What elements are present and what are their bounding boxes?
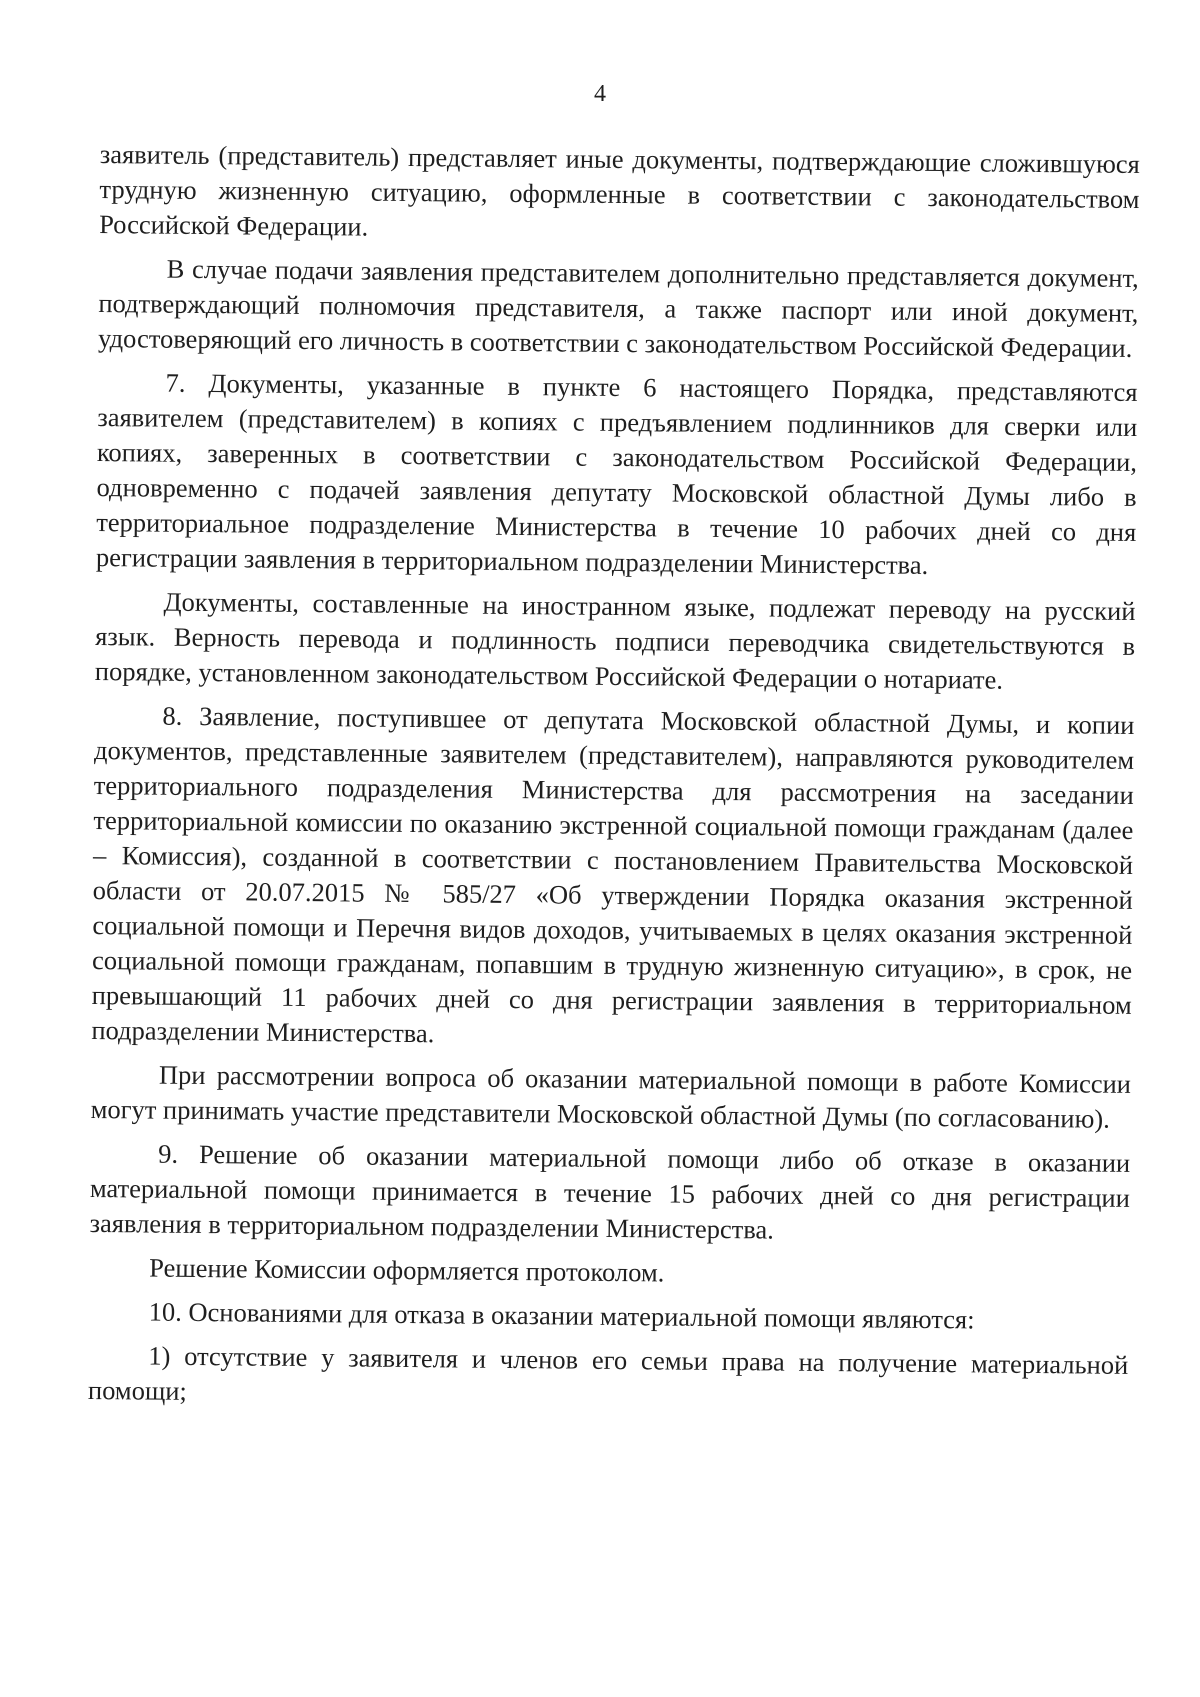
page-number: 4 (594, 81, 606, 107)
paragraph-foreign-documents: Документы, составленные на иностранном языке, подлежат переводу на русский язык. Верность перевода и подлинность подписи переводчика свидетельствуются в порядке, установленном законодательством Российской Федерации о нотариате. (94, 586, 1136, 695)
paragraph-2: В случае подачи заявления представителем дополнительно представляется документ, подтверждающий полномочия представителя, а также паспорт или иной документ, удостоверяющий его личность в соответствии с законодательством Российской Федерации. (97, 253, 1139, 363)
paragraph-commission-participation: При рассмотрении вопроса об оказании материальной помощи в работе Комиссии могут принимать участие представители Московской областной Думы (по согласованию). (90, 1059, 1132, 1134)
paragraph-10: 10. Основаниями для отказа в оказании материальной помощи являются: (148, 1296, 975, 1335)
paragraph-1: заявитель (представитель) представляет иные документы, подтверждающие сложившуюся трудную жизненную ситуацию, оформленные в соответствии с законодательством Российской Федерации. (99, 138, 1140, 242)
paragraph-9: 9. Решение об оказании материальной помощи либо об отказе в оказании материальной помощи принимается в течение 15 рабочих дней со дня регистрации заявления в территориальном подразделении Министерства. (89, 1138, 1131, 1245)
paragraph-7: 7. Документы, указанные в пункте 6 настоящего Порядка, представляются заявителем (представителем) в копиях с предъявлением подлинников для сверки или копиях, заверенных в соответствии с законодательством Российской Федерации, одновременно с подачей заявления депутату Московской областной Думы либо в территориальное подразделение Министерства в течение 10 рабочих дней со дня регистрации заявления в территориальном подразделении Министерства. (95, 367, 1138, 580)
paragraph-protocol: Решение Комиссии оформляется протоколом. (149, 1252, 665, 1288)
document-body (88, 137, 1140, 1427)
paragraph-10-item-1: 1) отсутствие у заявителя и членов его семьи права на получение материальной помощи; (87, 1340, 1129, 1406)
paragraph-8: 8. Заявление, поступившее от депутата Московской областной Думы, и копии документов, представленные заявителем (представителем), направляются руководителем территориального подразделения Министерства для рассмотрения на заседании территориальной комиссии по оказанию экстренной социальной помощи гражданам (далее – Комиссия), созданной в соответствии с постановлением Правительства Московской области от 20.07.2015 № 585/27 «Об утверждении Порядка оказания экстренной социальной помощи и Перечня видов доходов, учитываемых в целях оказания экстренной социальной помощи гражданам, попавшим в трудную жизненную ситуацию», в срок, не превышающий 11 рабочих дней со дня регистрации заявления в территориальном подразделении Министерства. (91, 700, 1135, 1049)
